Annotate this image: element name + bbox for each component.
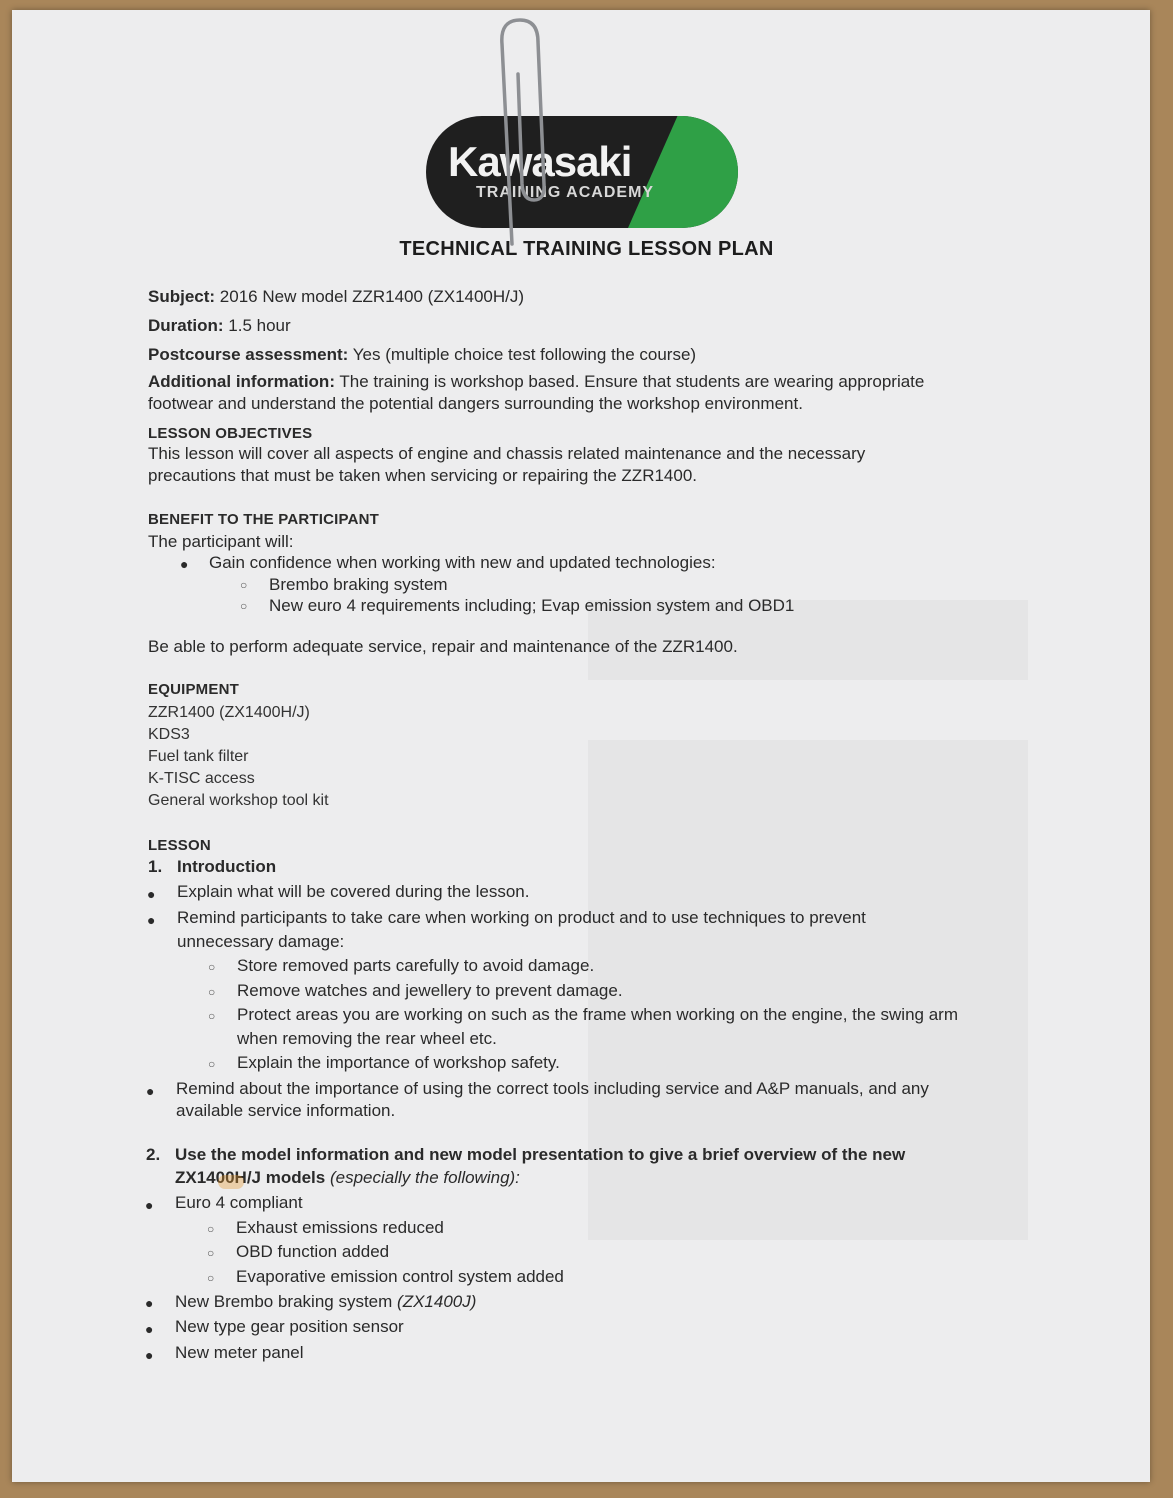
lesson-sub-2: Remove watches and jewellery to prevent damage. bbox=[237, 981, 623, 1000]
equipment-item: General workshop tool kit bbox=[148, 792, 329, 809]
overview-item-2 bbox=[175, 1291, 476, 1313]
benefit-closing: Be able to perform adequate service, repair and maintenance of the ZZR1400. bbox=[148, 637, 738, 656]
circle-bullet-icon: ○ bbox=[207, 1271, 215, 1285]
objectives-line-2: precautions that must be taken when servicing or repairing the ZZR1400. bbox=[148, 466, 698, 485]
subject-value: 2016 New model ZZR1400 (ZX1400H/J) bbox=[219, 287, 525, 306]
benefit-sub-1: Brembo braking system bbox=[269, 575, 448, 594]
logo-green-panel bbox=[628, 116, 738, 228]
overview-item-4: New meter panel bbox=[175, 1343, 304, 1362]
lesson-sub-1: Store removed parts carefully to avoid damage. bbox=[237, 956, 595, 975]
overview-item-3: New type gear position sensor bbox=[175, 1317, 404, 1336]
lesson-title: LESSON bbox=[148, 837, 211, 854]
overview-sub-3: Evaporative emission control system added bbox=[236, 1267, 564, 1286]
bullet-icon: ● bbox=[145, 1321, 154, 1337]
benefit-intro: The participant will: bbox=[148, 532, 294, 551]
section-1-title: Introduction bbox=[177, 857, 277, 876]
subject-line bbox=[148, 286, 524, 308]
section-1-number: 1. bbox=[148, 857, 163, 876]
overview-item-2-text: New Brembo braking system bbox=[175, 1292, 393, 1311]
lesson-bullet-1: Explain what will be covered during the lesson. bbox=[177, 882, 530, 901]
overview-sub-1: Exhaust emissions reduced bbox=[236, 1218, 444, 1237]
benefit-title: BENEFIT TO THE PARTICIPANT bbox=[148, 511, 380, 528]
bullet-icon: ● bbox=[145, 1295, 154, 1311]
bullet-icon: ● bbox=[146, 1083, 155, 1099]
bullet-icon: ● bbox=[147, 912, 156, 928]
postcourse-line bbox=[148, 344, 696, 366]
show-through-table bbox=[588, 740, 1028, 860]
duration-label: Duration: bbox=[148, 316, 224, 335]
logo-brand: Kawasaki bbox=[448, 138, 632, 185]
bullet-icon: ● bbox=[180, 556, 189, 572]
circle-bullet-icon: ○ bbox=[240, 599, 248, 613]
circle-bullet-icon: ○ bbox=[208, 985, 216, 999]
circle-bullet-icon: ○ bbox=[207, 1246, 215, 1260]
lesson-bullet-3-line-1: Remind about the importance of using the correct tools including service and A&P manuals, and any bbox=[176, 1079, 929, 1098]
circle-bullet-icon: ○ bbox=[208, 960, 216, 974]
lesson-bullet-2-line-2: unnecessary damage: bbox=[177, 932, 345, 951]
equipment-item: ZZR1400 (ZX1400H/J) bbox=[148, 704, 310, 721]
section-2-models: ZX1400H/J models bbox=[175, 1168, 326, 1187]
postcourse-value: Yes (multiple choice test following the course) bbox=[352, 345, 697, 364]
duration-value: 1.5 hour bbox=[228, 316, 291, 335]
subject-label: Subject: bbox=[148, 287, 216, 306]
postcourse-label: Postcourse assessment: bbox=[148, 345, 349, 364]
circle-bullet-icon: ○ bbox=[208, 1009, 216, 1023]
paperclip-icon bbox=[490, 14, 560, 254]
logo-academy: TRAINING ACADEMY bbox=[476, 184, 655, 201]
objectives-title: LESSON OBJECTIVES bbox=[148, 425, 313, 442]
benefit-bullet: Gain confidence when working with new and updated technologies: bbox=[209, 553, 716, 572]
section-2-number: 2. bbox=[146, 1145, 161, 1164]
equipment-item: Fuel tank filter bbox=[148, 748, 249, 765]
bullet-icon: ● bbox=[145, 1347, 154, 1363]
bullet-icon: ● bbox=[145, 1197, 154, 1213]
kawasaki-logo bbox=[426, 116, 738, 228]
overview-item-2-model: (ZX1400J) bbox=[397, 1292, 477, 1311]
duration-line bbox=[148, 315, 291, 337]
overview-sub-2: OBD function added bbox=[236, 1242, 390, 1261]
equipment-title: EQUIPMENT bbox=[148, 681, 239, 698]
section-2-note: (especially the following): bbox=[329, 1168, 520, 1187]
lesson-sub-3-line-1: Protect areas you are working on such as the frame when working on the engine, the swing arm bbox=[237, 1005, 958, 1024]
objectives-line-1: This lesson will cover all aspects of engine and chassis related maintenance and the necessary bbox=[148, 444, 866, 463]
additional-label: Additional information: bbox=[148, 372, 335, 391]
section-2-line-1: Use the model information and new model presentation to give a brief overview of the new bbox=[175, 1145, 906, 1164]
lesson-sub-3-line-2: when removing the rear wheel etc. bbox=[237, 1029, 497, 1048]
additional-line-1 bbox=[148, 371, 924, 393]
lesson-bullet-2-line-1: Remind participants to take care when working on product and to use techniques to prevent bbox=[177, 908, 866, 927]
highlighter-smudge bbox=[218, 1175, 244, 1189]
circle-bullet-icon: ○ bbox=[208, 1057, 216, 1071]
additional-line-2: footwear and understand the potential dangers surrounding the workshop environment. bbox=[148, 394, 803, 413]
circle-bullet-icon: ○ bbox=[240, 578, 248, 592]
overview-item-1: Euro 4 compliant bbox=[175, 1193, 303, 1212]
lesson-bullet-3-line-2: available service information. bbox=[176, 1101, 396, 1120]
bullet-icon: ● bbox=[147, 886, 156, 902]
lesson-sub-4: Explain the importance of workshop safety. bbox=[237, 1053, 560, 1072]
circle-bullet-icon: ○ bbox=[207, 1222, 215, 1236]
equipment-item: KDS3 bbox=[148, 726, 190, 743]
benefit-sub-2: New euro 4 requirements including; Evap emission system and OBD1 bbox=[269, 596, 795, 615]
additional-value-1: The training is workshop based. Ensure that students are wearing appropriate bbox=[339, 372, 925, 391]
equipment-item: K-TISC access bbox=[148, 770, 255, 787]
page-title: TECHNICAL TRAINING LESSON PLAN bbox=[399, 238, 774, 260]
